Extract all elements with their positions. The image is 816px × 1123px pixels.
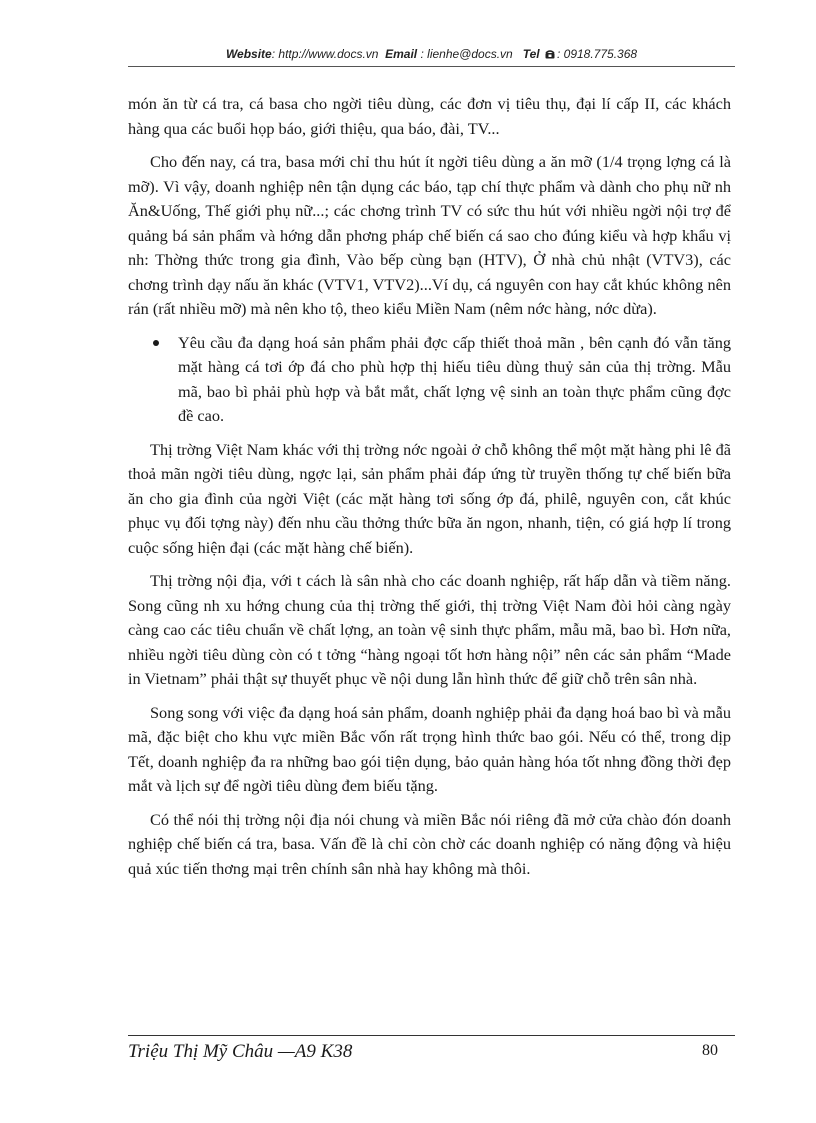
paragraph: Song song với việc đa dạng hoá sản phẩm, doanh nghiệp phải đa dạng hoá bao bì và mẫu mã, đặc biệt cho khu vực miền Bắc vốn rất trọng hình thức bao gói. Nếu có thể, trong dịp Tết, doanh nghiệp đa ra những bao gói tiện dụng, bảo quản hàng hóa tốt nhng đồng thời đẹp mắt và lịch sự để ngời tiêu dùng đem biếu tặng. [128,702,731,795]
email-label: Email [385,47,418,61]
bullet-item [128,331,731,429]
footer-author: Triệu Thị Mỹ Châu —A9 K38 [128,1041,353,1062]
page-number: 80 [702,1042,718,1059]
bullet-icon [153,340,159,346]
paragraph: Cho đến nay, cá tra, basa mới chỉ thu hút ít ngời tiêu dùng a ăn mỡ (1/4 trọng lợng cá là mỡ). Vì vậy, doanh nghiệp nên tận dụng các báo, tạp chí thực phẩm và dành cho phụ nữ nh Ăn&Uống, Thế giới phụ nữ...; các chơng trình TV có sức thu hút với nhiều ngời nội trợ để quảng bá sản phẩm và hớng dẫn phơng pháp chế biến cá sao cho đúng kiểu và hợp khẩu vị nh: Thờng thức trong gia đình, Vào bếp cùng bạn (HTV), Ở nhà chủ nhật (VTV3), các chơng trình dạy nấu ăn khác (VTV1, VTV2)...Ví dụ, cá nguyên con hay cắt khúc không nên rán (rất nhiều mỡ) mà nên kho tộ, theo kiểu Miền Nam (nêm nớc hàng, nớc dừa). [128,152,731,318]
phone-icon [545,50,555,59]
bullet-text: Yêu cầu đa dạng hoá sản phẩm phải đợc cấp thiết thoả mãn , bên cạnh đó vẫn tăng mặt hàng cá tơi ớp đá cho phù hợp thị hiếu tiêu dùng thuỷ sản của thị trờng. Mẫu mã, bao bì phải phù hợp và bắt mắt, chất lợng vệ sinh an toàn thực phẩm cũng đợc đề cao. [178,332,731,425]
header-divider [128,66,735,67]
website-label: Website [225,47,272,61]
tel-value: : 0918.775.368 [556,47,638,61]
paragraph: Thị trờng Việt Nam khác với thị trờng nớc ngoài ở chỗ không thể một mặt hàng phi lê đã thoả mãn ngời tiêu dùng, ngợc lại, sản phẩm phải đáp ứng từ truyền thống tự chế biến bữa ăn cho gia đình của ngời Việt (các mặt hàng tơi sống ớp đá, philê, nguyên con, cắt khúc phục vụ đối tợng này) đến nhu cầu thởng thức bữa ăn ngon, nhanh, tiện, có giá hợp lí trong cuộc sống hiện đại (các mặt hàng chế biến). [128,439,731,557]
tel-label: Tel [522,47,540,61]
website-url[interactable]: : http://www.docs.vn [271,47,379,61]
paragraph: Thị trờng nội địa, với t cách là sân nhà cho các doanh nghiệp, rất hấp dẫn và tiềm năng. Song cũng nh xu hớng chung của thị trờng thế giới, thị trờng Việt Nam đòi hỏi càng ngày càng cao các tiêu chuẩn về chất lợng, an toàn vệ sinh thực phẩm, mẫu mã, bao bì. Hơn nữa, nhiều ngời tiêu dùng còn có t tởng “hàng ngoại tốt hơn hàng nội” nên các sản phẩm “Made in Vietnam” phải thật sự thuyết phục về nội dung lẫn hình thức để giữ chỗ trên sân nhà. [128,571,731,688]
paragraph: Có thể nói thị trờng nội địa nói chung và miền Bắc nói riêng đã mở cửa chào đón doanh nghiệp chế biến cá tra, basa. Vấn đề là chỉ còn chờ các doanh nghiệp có năng động và hiệu quả xúc tiến thơng mại trên chính sân nhà hay không mà thôi. [128,809,731,878]
email-value[interactable]: : lienhe@docs.vn [420,47,513,61]
page-header [128,47,735,61]
paragraph: món ăn từ cá tra, cá basa cho ngời tiêu dùng, các đơn vị tiêu thụ, đại lí cấp II, các khách hàng qua các buổi họp báo, giới thiệu, qua báo, đài, TV... [128,94,731,138]
document-body [128,92,731,890]
footer-divider [128,1035,735,1036]
